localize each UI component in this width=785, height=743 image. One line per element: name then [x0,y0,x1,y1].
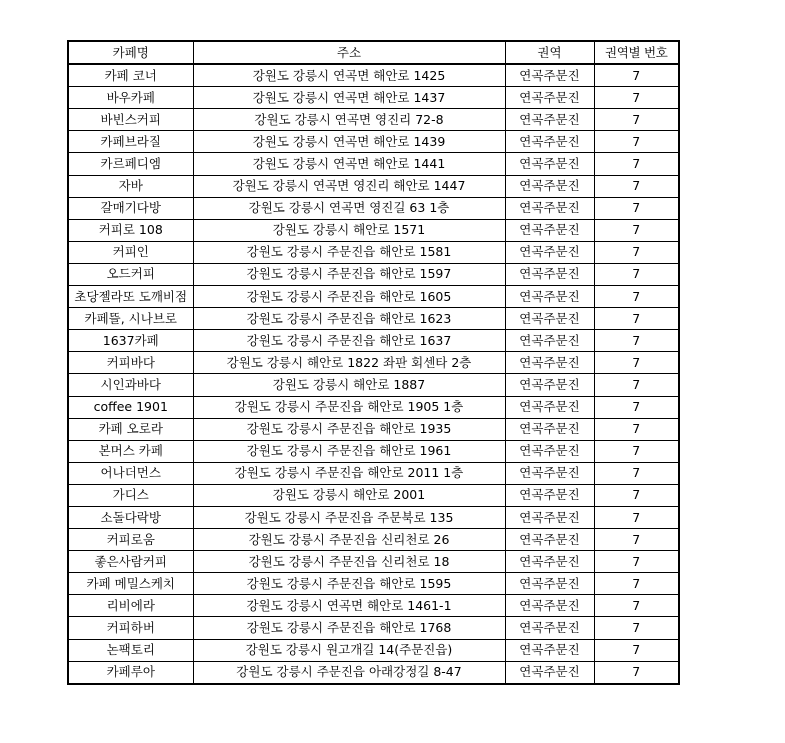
cell-region-no[interactable]: 7 [594,418,679,440]
table-row [68,109,679,131]
table-row [68,64,679,87]
cell-region-no[interactable]: 7 [594,661,679,684]
cell-region[interactable]: 연곡주문진 [505,153,594,175]
cell-region[interactable]: 연곡주문진 [505,263,594,285]
cell-region[interactable]: 연곡주문진 [505,219,594,241]
cell-region-no[interactable]: 7 [594,462,679,484]
cell-cafe-name[interactable]: 카페 메밀스케치 [68,573,193,595]
cell-region[interactable]: 연곡주문진 [505,87,594,109]
cell-cafe-name[interactable]: 바우카페 [68,87,193,109]
cell-cafe-name[interactable]: 카페뜰, 시나브로 [68,308,193,330]
table-row [68,87,679,109]
cell-cafe-name[interactable]: 카르페디엠 [68,153,193,175]
header-address[interactable]: 주소 [193,41,505,64]
cell-cafe-name[interactable]: 커피로움 [68,529,193,551]
cell-address[interactable]: 강원도 강릉시 연곡면 영진리 해안로 1447 [193,175,505,197]
header-name[interactable]: 카페명 [68,41,193,64]
cell-region-no[interactable]: 7 [594,286,679,308]
cell-region[interactable]: 연곡주문진 [505,506,594,528]
cell-address[interactable]: 강원도 강릉시 해안로 1571 [193,219,505,241]
cell-cafe-name[interactable]: 논팩토리 [68,639,193,661]
cell-region[interactable]: 연곡주문진 [505,374,594,396]
table-row [68,263,679,285]
cell-region[interactable]: 연곡주문진 [505,109,594,131]
cell-region[interactable]: 연곡주문진 [505,595,594,617]
header-region-no[interactable]: 권역별 번호 [594,41,679,64]
cell-region-no[interactable]: 7 [594,241,679,263]
table-row [68,506,679,528]
cell-address[interactable]: 강원도 강릉시 연곡면 해안로 1439 [193,131,505,153]
cell-region-no[interactable]: 7 [594,529,679,551]
cell-region[interactable]: 연곡주문진 [505,197,594,219]
table-row [68,330,679,352]
cell-cafe-name[interactable]: 카페브라질 [68,131,193,153]
cell-region[interactable]: 연곡주문진 [505,352,594,374]
cell-region[interactable]: 연곡주문진 [505,440,594,462]
cell-address[interactable]: 강원도 강릉시 원고개길 14(주문진읍) [193,639,505,661]
table-row [68,484,679,506]
cafe-table [67,40,680,685]
table-row [68,219,679,241]
table-row [68,440,679,462]
cell-region-no[interactable]: 7 [594,352,679,374]
cell-cafe-name[interactable]: 가디스 [68,484,193,506]
cell-region-no[interactable]: 7 [594,330,679,352]
cell-address[interactable]: 강원도 강릉시 연곡면 해안로 1437 [193,87,505,109]
cell-cafe-name[interactable]: 리비에라 [68,595,193,617]
cell-region[interactable]: 연곡주문진 [505,617,594,639]
cell-address[interactable]: 강원도 강릉시 연곡면 해안로 1461-1 [193,595,505,617]
cell-region[interactable]: 연곡주문진 [505,330,594,352]
cell-region-no[interactable]: 7 [594,219,679,241]
cell-address[interactable]: 강원도 강릉시 주문진읍 신리천로 26 [193,529,505,551]
cell-region[interactable]: 연곡주문진 [505,418,594,440]
cell-region-no[interactable]: 7 [594,64,679,87]
cell-address[interactable]: 강원도 강릉시 주문진읍 해안로 1623 [193,308,505,330]
cell-region-no[interactable]: 7 [594,308,679,330]
table-row [68,352,679,374]
table-row [68,617,679,639]
table-row [68,374,679,396]
table-row [68,153,679,175]
cell-region-no[interactable]: 7 [594,263,679,285]
cell-address[interactable]: 강원도 강릉시 주문진읍 해안로 1595 [193,573,505,595]
cell-address[interactable]: 강원도 강릉시 해안로 1822 좌판 회센타 2층 [193,352,505,374]
table-row [68,175,679,197]
table-row [68,529,679,551]
cell-address[interactable]: 강원도 강릉시 주문진읍 해안로 1581 [193,241,505,263]
cell-cafe-name[interactable]: 커피로 108 [68,219,193,241]
table-row [68,241,679,263]
cell-region-no[interactable]: 7 [594,87,679,109]
cell-address[interactable]: 강원도 강릉시 해안로 1887 [193,374,505,396]
cell-address[interactable]: 강원도 강릉시 주문진읍 아래강정길 8-47 [193,661,505,684]
table-row [68,462,679,484]
cell-cafe-name[interactable]: 좋은사람커피 [68,551,193,573]
cell-cafe-name[interactable]: 커피하버 [68,617,193,639]
cell-region-no[interactable]: 7 [594,374,679,396]
header-region[interactable]: 권역 [505,41,594,64]
cell-region-no[interactable]: 7 [594,484,679,506]
cell-region-no[interactable]: 7 [594,595,679,617]
cell-region-no[interactable]: 7 [594,109,679,131]
header-row [68,41,679,64]
cell-region[interactable]: 연곡주문진 [505,64,594,87]
cell-cafe-name[interactable]: 커피바다 [68,352,193,374]
cell-region[interactable]: 연곡주문진 [505,551,594,573]
cell-cafe-name[interactable]: 커피인 [68,241,193,263]
cell-address[interactable]: 강원도 강릉시 연곡면 해안로 1425 [193,64,505,87]
cell-region-no[interactable]: 7 [594,175,679,197]
cell-region-no[interactable]: 7 [594,396,679,418]
cell-cafe-name[interactable]: 갈매기다방 [68,197,193,219]
cell-cafe-name[interactable]: 본머스 카페 [68,440,193,462]
cell-cafe-name[interactable]: 카페 오로라 [68,418,193,440]
cell-address[interactable]: 강원도 강릉시 주문진읍 해안로 1605 [193,286,505,308]
cell-region-no[interactable]: 7 [594,506,679,528]
cell-region[interactable]: 연곡주문진 [505,573,594,595]
table-row [68,131,679,153]
cell-address[interactable]: 강원도 강릉시 주문진읍 해안로 1637 [193,330,505,352]
cell-region[interactable]: 연곡주문진 [505,484,594,506]
cell-region-no[interactable]: 7 [594,573,679,595]
cell-address[interactable]: 강원도 강릉시 주문진읍 해안로 1597 [193,263,505,285]
cell-address[interactable]: 강원도 강릉시 주문진읍 해안로 1961 [193,440,505,462]
cell-region-no[interactable]: 7 [594,617,679,639]
cell-cafe-name[interactable]: 초당젤라또 도깨비점 [68,286,193,308]
cell-region[interactable]: 연곡주문진 [505,241,594,263]
cell-cafe-name[interactable]: coffee 1901 [68,396,193,418]
cell-address[interactable]: 강원도 강릉시 해안로 2001 [193,484,505,506]
cell-region[interactable]: 연곡주문진 [505,462,594,484]
cell-address[interactable]: 강원도 강릉시 주문진읍 해안로 2011 1층 [193,462,505,484]
cell-address[interactable]: 강원도 강릉시 연곡면 영진리 72-8 [193,109,505,131]
cell-region-no[interactable]: 7 [594,440,679,462]
cell-region-no[interactable]: 7 [594,639,679,661]
cell-address[interactable]: 강원도 강릉시 주문진읍 주문북로 135 [193,506,505,528]
cell-address[interactable]: 강원도 강릉시 연곡면 영진길 63 1층 [193,197,505,219]
table-row [68,661,679,684]
cell-region[interactable]: 연곡주문진 [505,639,594,661]
table-row [68,639,679,661]
table-row [68,396,679,418]
cell-region[interactable]: 연곡주문진 [505,661,594,684]
table-row [68,551,679,573]
table-row [68,286,679,308]
table-row [68,418,679,440]
cell-region[interactable]: 연곡주문진 [505,308,594,330]
cell-cafe-name[interactable]: 1637카페 [68,330,193,352]
cell-region-no[interactable]: 7 [594,551,679,573]
cell-region[interactable]: 연곡주문진 [505,131,594,153]
cell-cafe-name[interactable]: 자바 [68,175,193,197]
cell-cafe-name[interactable]: 카페루아 [68,661,193,684]
cell-address[interactable]: 강원도 강릉시 주문진읍 해안로 1935 [193,418,505,440]
cell-address[interactable]: 강원도 강릉시 연곡면 해안로 1441 [193,153,505,175]
table-row [68,197,679,219]
cell-region-no[interactable]: 7 [594,131,679,153]
cell-cafe-name[interactable]: 오드커피 [68,263,193,285]
table-row [68,573,679,595]
cell-address[interactable]: 강원도 강릉시 주문진읍 신리천로 18 [193,551,505,573]
cell-cafe-name[interactable]: 어나더먼스 [68,462,193,484]
table-body [68,64,679,684]
cell-address[interactable]: 강원도 강릉시 주문진읍 해안로 1905 1층 [193,396,505,418]
table-row [68,595,679,617]
cell-address[interactable]: 강원도 강릉시 주문진읍 해안로 1768 [193,617,505,639]
cell-region[interactable]: 연곡주문진 [505,396,594,418]
cell-cafe-name[interactable]: 소돌다락방 [68,506,193,528]
table-row [68,308,679,330]
cell-region[interactable]: 연곡주문진 [505,175,594,197]
cell-cafe-name[interactable]: 카페 코너 [68,64,193,87]
cell-region[interactable]: 연곡주문진 [505,286,594,308]
cell-region-no[interactable]: 7 [594,197,679,219]
cell-cafe-name[interactable]: 바빈스커피 [68,109,193,131]
cell-region[interactable]: 연곡주문진 [505,529,594,551]
cell-cafe-name[interactable]: 시인과바다 [68,374,193,396]
cell-region-no[interactable]: 7 [594,153,679,175]
